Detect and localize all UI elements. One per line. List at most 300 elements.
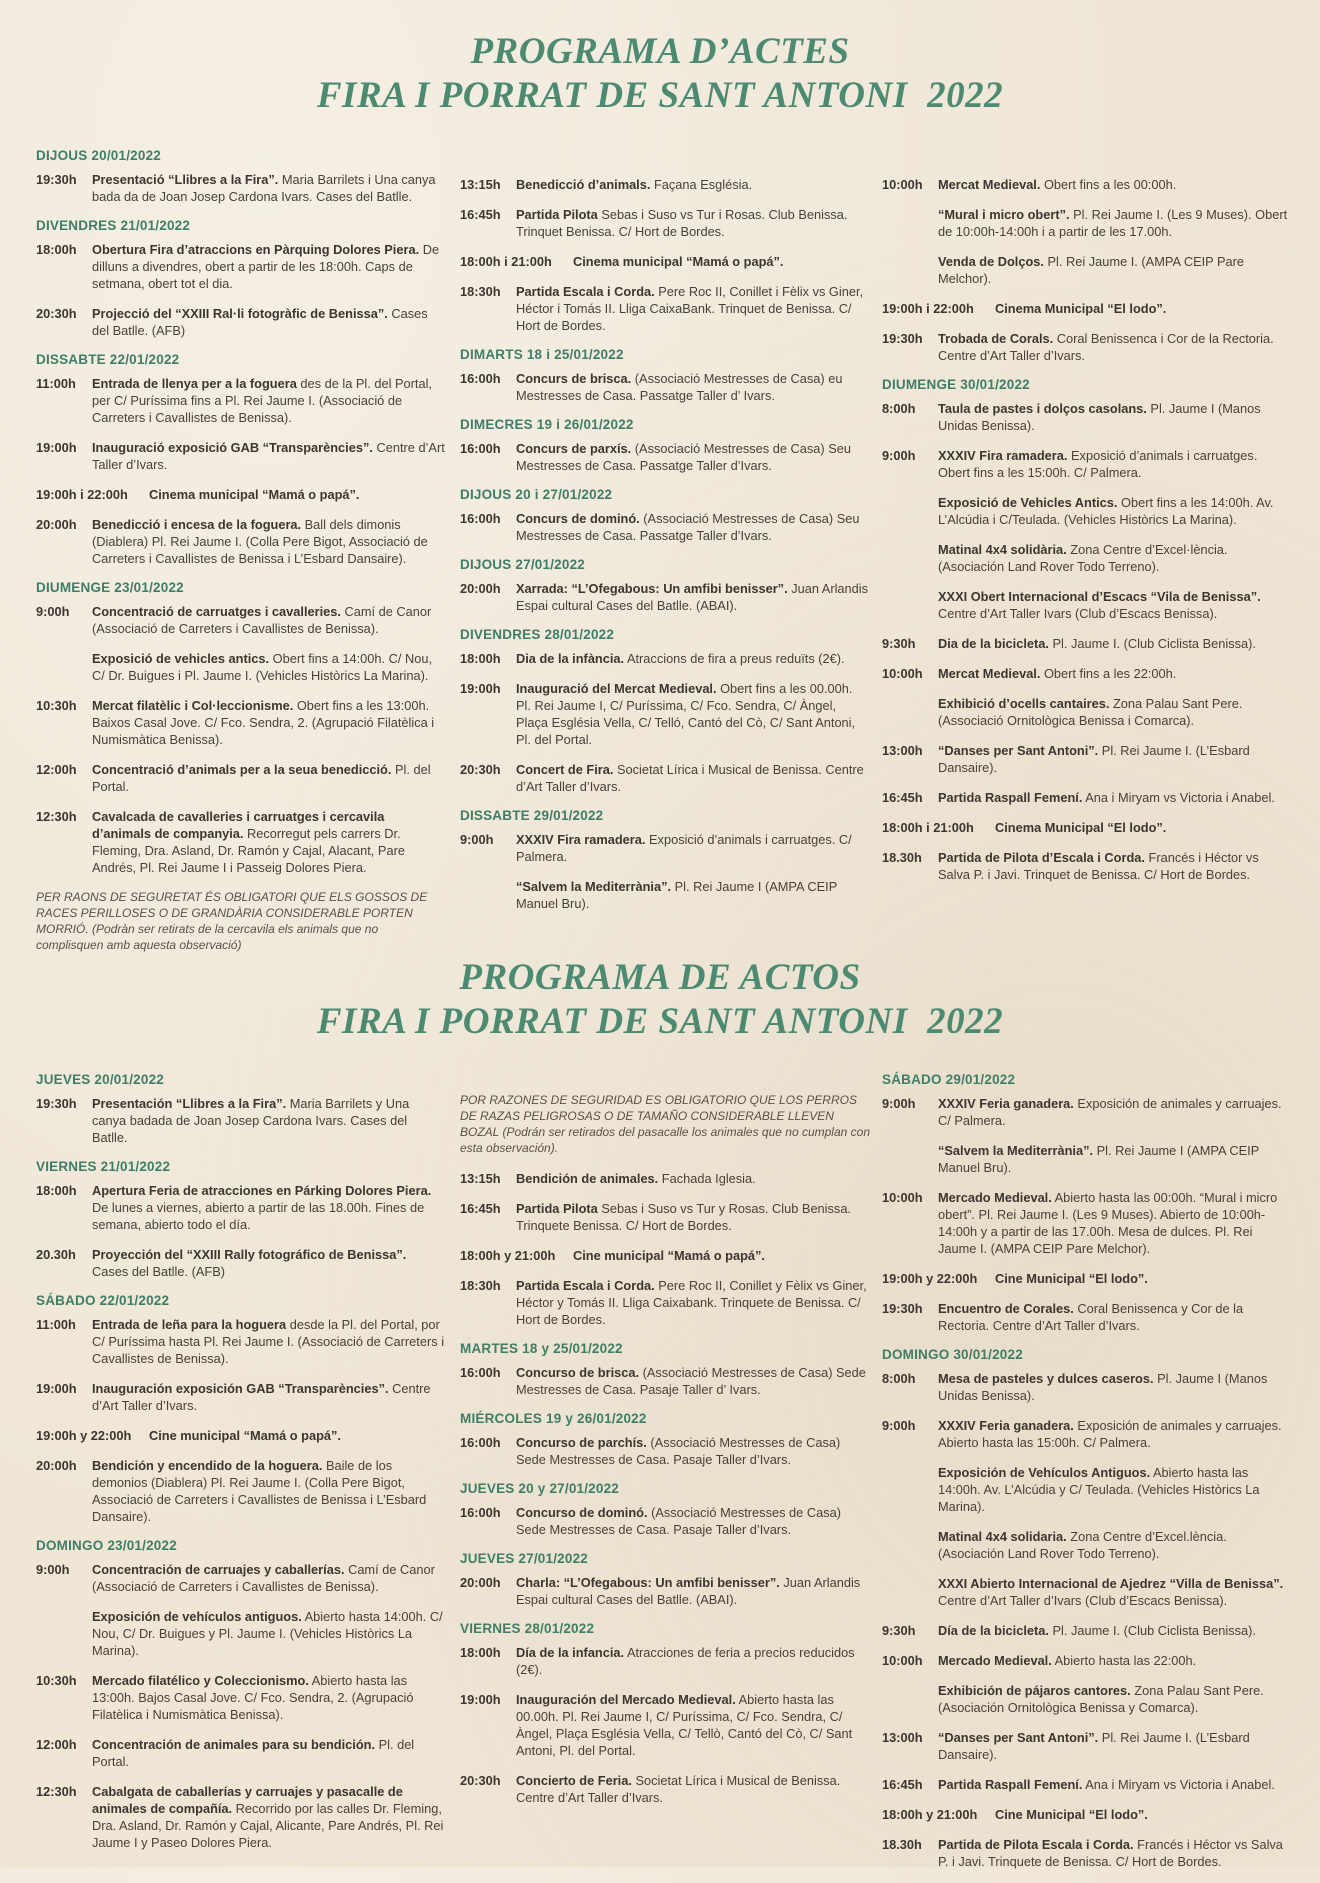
event-description bbox=[938, 742, 1292, 776]
event-item bbox=[882, 819, 1292, 836]
event-time: 18:00h y 21:00h bbox=[882, 1807, 978, 1822]
event-title: XXXIV Feria ganadera. bbox=[938, 1418, 1074, 1433]
event-description bbox=[938, 1652, 1292, 1669]
event-item bbox=[460, 1364, 870, 1398]
day-heading: JUEVES 20/01/2022 bbox=[36, 1072, 164, 1087]
event-time: 19:00h i 22:00h bbox=[36, 487, 128, 502]
event-item bbox=[460, 176, 870, 193]
event-description bbox=[938, 206, 1292, 240]
event-title: Cine Municipal “El lodo”. bbox=[995, 1271, 1148, 1286]
event-time: 16:45h bbox=[882, 790, 923, 805]
event-title: Concentración de carruajes y caballerías. bbox=[92, 1562, 345, 1577]
event-details: Pl. del Portal. bbox=[92, 762, 431, 794]
event-details: Abierto hasta las 14:00h. Av. L’Alcúdia y C/ Teulada. (Vehicles Històrics La Marina). bbox=[938, 1465, 1260, 1514]
event-title: Charla: “L’Ofegabous: Un amfibi benisser”. bbox=[516, 1575, 780, 1590]
event-description bbox=[149, 486, 446, 503]
event-item bbox=[36, 305, 446, 339]
event-title: Matinal 4x4 solidaria. bbox=[938, 1529, 1067, 1544]
event-details: Coral Benissenca y Cor de la Rectoria. Centre d’Art Taller d’Ivars. bbox=[938, 1301, 1244, 1333]
event-description bbox=[92, 808, 446, 876]
event-title: Matinal 4x4 solidària. bbox=[938, 542, 1067, 557]
event-time: 20:30h bbox=[36, 306, 77, 321]
event-title: Partida Raspall Femení. bbox=[938, 1777, 1083, 1792]
event-title: XXXI Abierto Internacional de Ajedrez “Villa de Benissa”. bbox=[938, 1576, 1284, 1591]
event-item bbox=[36, 1457, 446, 1525]
event-description bbox=[516, 1772, 870, 1806]
event-title: Cine municipal “Mamá o papá”. bbox=[149, 1428, 341, 1443]
event-title: Mercat Medieval. bbox=[938, 666, 1041, 681]
event-title: Projecció del “XXIII Ral·li fotogràfic de Benissa”. bbox=[92, 306, 388, 321]
event-description bbox=[995, 819, 1292, 836]
event-time: 18:00h i 21:00h bbox=[882, 820, 974, 835]
event-title: Exhibició d’ocells cantaires. bbox=[938, 696, 1110, 711]
event-description bbox=[516, 206, 870, 240]
event-description bbox=[938, 789, 1292, 806]
event-time: 18:00h y 21:00h bbox=[460, 1248, 556, 1263]
day-heading: DISSABTE 29/01/2022 bbox=[460, 808, 604, 823]
event-details: Pl. Rei Jaume I (AMPA CEIP Manuel Bru). bbox=[516, 879, 838, 911]
event-description bbox=[938, 635, 1292, 652]
event-title: Inauguración del Mercado Medieval. bbox=[516, 1692, 736, 1707]
event-item bbox=[36, 1246, 446, 1280]
event-description bbox=[516, 370, 870, 404]
event-item bbox=[460, 1644, 870, 1678]
event-description bbox=[938, 447, 1292, 481]
event-description bbox=[938, 1575, 1292, 1609]
event-details: Coral Benissenca i Cor de la Rectoria. Centre d’Art Taller d’Ivars. bbox=[938, 331, 1274, 363]
event-time: 18:00h bbox=[36, 242, 77, 257]
event-time: 19:00h bbox=[36, 440, 77, 455]
event-item bbox=[882, 1806, 1292, 1823]
event-time: 18.30h bbox=[882, 850, 922, 865]
event-time: 9:00h bbox=[36, 604, 70, 619]
event-time: 20.30h bbox=[36, 1247, 76, 1262]
event-title: Mercado Medieval. bbox=[938, 1190, 1052, 1205]
day-heading: DIJOUS 27/01/2022 bbox=[460, 557, 585, 572]
event-description bbox=[92, 1182, 446, 1233]
event-item bbox=[36, 486, 446, 503]
day-heading: DIMARTS 18 i 25/01/2022 bbox=[460, 347, 624, 362]
safety-note: PER RAONS DE SEGURETAT ÉS OBLIGATORI QUE ELS GOSSOS DE RACES PERILLOSES O DE GRANDÀRIA CONSIDERABLE PORTEN MORRIÓ. (Podràn ser retirats de la cercavila els animals que no complisquen amb aquesta observació) bbox=[36, 890, 428, 952]
event-time: 18:00h bbox=[460, 651, 501, 666]
event-details: Centre d’Art Taller d’Ivars. bbox=[92, 1381, 431, 1413]
event-time: 16:45h bbox=[460, 207, 501, 222]
event-description bbox=[92, 761, 446, 795]
event-item bbox=[36, 650, 446, 684]
event-description bbox=[92, 1783, 446, 1851]
event-time: 12:30h bbox=[36, 1784, 77, 1799]
event-title: Inauguració del Mercat Medieval. bbox=[516, 681, 717, 696]
event-time bbox=[36, 1608, 92, 1659]
day-heading: DIJOUS 20/01/2022 bbox=[36, 148, 161, 163]
event-title: XXXIV Fira ramadera. bbox=[938, 448, 1068, 463]
event-details: Abierto hasta las 22:00h. bbox=[1051, 1653, 1197, 1668]
safety-note: POR RAZONES DE SEGURIDAD ES OBLIGATORIO QUE LOS PERROS DE RAZAS PELIGROSAS O DE TAMAÑO CONSIDERABLE LLEVEN BOZAL (Podrán ser retirados del pasacalle los animales que no cumplan con esta observación). bbox=[460, 1093, 871, 1155]
event-title: “Salvem la Mediterrània”. bbox=[938, 1143, 1094, 1158]
event-details: Camí de Canor (Associació de Carreters i Cavallistes de Benissa). bbox=[92, 604, 432, 636]
event-item bbox=[36, 697, 446, 748]
event-title: “Danses per Sant Antoni”. bbox=[938, 743, 1099, 758]
event-title: XXXIV Feria ganadera. bbox=[938, 1096, 1074, 1111]
event-description bbox=[92, 241, 446, 292]
event-description bbox=[938, 1836, 1292, 1870]
event-item bbox=[36, 241, 446, 292]
event-description bbox=[92, 650, 446, 684]
event-description bbox=[516, 1364, 870, 1398]
spanish-title-line2: FIRA I PORRAT DE SANT ANTONI 2022 bbox=[316, 1001, 1004, 1042]
event-time: 10:30h bbox=[36, 1673, 77, 1688]
event-time bbox=[882, 1682, 938, 1716]
event-description bbox=[938, 665, 1292, 682]
event-time: 20:00h bbox=[460, 1575, 501, 1590]
event-title: Cinema municipal “Mamá o papá”. bbox=[573, 254, 784, 269]
event-description bbox=[938, 849, 1292, 883]
event-item bbox=[882, 300, 1292, 317]
event-details: Sebas i Suso vs Tur i Rosas. Club Benissa. Trinquet Benissa. C/ Hort de Bordes. bbox=[516, 207, 848, 239]
event-details: Obert fins a les 14:00h. Av. L’Alcúdia i C/Teulada. (Vehicles Històrics La Marina). bbox=[938, 495, 1274, 527]
event-description bbox=[516, 1644, 870, 1678]
event-description bbox=[516, 1200, 870, 1234]
day-heading: DIMECRES 19 i 26/01/2022 bbox=[460, 417, 634, 432]
event-details: Societat Lírica i Musical de Benissa. Centre d’Art Taller d’Ivars. bbox=[516, 1773, 841, 1805]
event-title: Encuentro de Corales. bbox=[938, 1301, 1074, 1316]
day-heading: DIVENDRES 21/01/2022 bbox=[36, 218, 191, 233]
event-time: 9:00h bbox=[882, 1418, 916, 1433]
event-time bbox=[882, 695, 938, 729]
event-item bbox=[882, 588, 1292, 622]
event-description bbox=[938, 176, 1292, 193]
event-time: 18:30h bbox=[460, 1278, 501, 1293]
event-description bbox=[938, 1729, 1292, 1763]
event-description bbox=[92, 1736, 446, 1770]
event-title: Mercat filatèlic i Col·leccionisme. bbox=[92, 698, 294, 713]
event-item bbox=[882, 1270, 1292, 1287]
event-title: Concentració d’animals per a la seua benedicció. bbox=[92, 762, 392, 777]
event-title: Benedicció d’animals. bbox=[516, 177, 651, 192]
catalan-column-1 bbox=[36, 148, 446, 967]
event-time: 20:00h bbox=[460, 581, 501, 596]
event-time: 20:00h bbox=[36, 517, 77, 532]
event-details: Pl. Jaume I. (Club Ciclista Benissa). bbox=[1048, 1623, 1256, 1638]
event-item bbox=[36, 516, 446, 567]
day-heading: VIERNES 28/01/2022 bbox=[460, 1621, 595, 1636]
event-item bbox=[36, 761, 446, 795]
event-details: Ana i Miryam vs Victoria i Anabel. bbox=[1082, 790, 1275, 805]
event-item bbox=[460, 1247, 870, 1264]
event-title: Exposición de Vehículos Antiguos. bbox=[938, 1465, 1151, 1480]
event-description bbox=[92, 1457, 446, 1525]
event-title: Cinema Municipal “El lodo”. bbox=[995, 301, 1167, 316]
event-title: Partida Escala i Corda. bbox=[516, 1278, 655, 1293]
event-item bbox=[460, 1170, 870, 1187]
day-heading: DIJOUS 20 i 27/01/2022 bbox=[460, 487, 613, 502]
event-time bbox=[36, 650, 92, 684]
event-title: Mercado filatélico y Coleccionismo. bbox=[92, 1673, 309, 1688]
event-title: Presentación “Llibres a la Fira”. bbox=[92, 1096, 287, 1111]
event-time: 13:00h bbox=[882, 743, 923, 758]
event-title: Cabalgata de caballerías y carruajes y pasacalle de animales de compañía. bbox=[92, 1784, 403, 1816]
event-time: 9:30h bbox=[882, 636, 916, 651]
event-title: Partida Pilota bbox=[516, 207, 598, 222]
event-item bbox=[36, 808, 446, 876]
event-details: Pl. Jaume I. (Club Ciclista Benissa). bbox=[1048, 636, 1256, 651]
event-item bbox=[460, 1691, 870, 1759]
day-heading: DOMINGO 23/01/2022 bbox=[36, 1538, 177, 1553]
event-item bbox=[460, 580, 870, 614]
event-title: Taula de pastes i dolços casolans. bbox=[938, 401, 1147, 416]
event-item bbox=[36, 439, 446, 473]
event-title: Partida de Pilota Escala i Corda. bbox=[938, 1837, 1134, 1852]
event-title: Venda de Dolços. bbox=[938, 254, 1044, 269]
event-item bbox=[460, 370, 870, 404]
catalan-column-2 bbox=[460, 176, 870, 925]
event-description bbox=[516, 580, 870, 614]
event-title: Dia de la bicicleta. bbox=[938, 636, 1049, 651]
event-title: Mesa de pasteles y dulces caseros. bbox=[938, 1371, 1154, 1386]
event-time: 18:00h bbox=[36, 1183, 77, 1198]
event-time: 16:45h bbox=[882, 1777, 923, 1792]
event-description bbox=[92, 603, 446, 637]
event-title: Bendición de animales. bbox=[516, 1171, 659, 1186]
catalan-title bbox=[0, 30, 1320, 118]
spanish-column-2 bbox=[460, 1090, 870, 1819]
event-time: 19:30h bbox=[36, 1096, 77, 1111]
event-item bbox=[882, 206, 1292, 240]
event-details: Francés i Héctor vs Salva P. i Javi. Trinquet de Benissa. C/ Hort de Bordes. bbox=[938, 850, 1259, 882]
event-details: Obert fins a les 00:00h. bbox=[1040, 177, 1177, 192]
event-item bbox=[882, 1370, 1292, 1404]
event-description bbox=[938, 494, 1292, 528]
event-time: 12:00h bbox=[36, 1737, 77, 1752]
event-description bbox=[516, 440, 870, 474]
event-description bbox=[92, 171, 446, 205]
event-description bbox=[938, 253, 1292, 287]
event-time: 18:00h bbox=[460, 1645, 501, 1660]
event-description bbox=[92, 1095, 446, 1146]
event-item bbox=[882, 1528, 1292, 1562]
event-description bbox=[938, 1142, 1292, 1176]
event-time: 9:00h bbox=[882, 448, 916, 463]
event-details: Recorregut pels carrers Dr. Fleming, Dra. Asland, Dr. Ramón y Cajal, Alacant, Pare Andrés, Pl. Rei Jaume I i Passeig Dolores Piera. bbox=[92, 826, 405, 875]
event-item bbox=[36, 1561, 446, 1595]
event-description bbox=[92, 1380, 446, 1414]
event-title: Proyección del “XXIII Rally fotográfico de Benissa”. bbox=[92, 1247, 407, 1262]
event-time bbox=[882, 588, 938, 622]
day-heading: DIUMENGE 30/01/2022 bbox=[882, 377, 1030, 392]
event-time bbox=[882, 1142, 938, 1176]
event-title: Obertura Fira d’atraccions en Pàrquing Dolores Piera. bbox=[92, 242, 420, 257]
event-details: Ana i Miryam vs Victoria i Anabel. bbox=[1082, 1777, 1275, 1792]
event-item bbox=[36, 1608, 446, 1659]
event-description bbox=[92, 1561, 446, 1595]
event-time: 8:00h bbox=[882, 1371, 916, 1386]
event-title: Dia de la infància. bbox=[516, 651, 625, 666]
event-details: Exposició d’animals i carruatges. C/ Palmera. bbox=[516, 832, 852, 864]
event-description bbox=[938, 588, 1292, 622]
event-item bbox=[882, 1300, 1292, 1334]
event-details: Francés i Héctor vs Salva P. i Javi. Trinquete de Benissa. C/ Hort de Bordes. bbox=[938, 1837, 1283, 1869]
event-title: XXXI Obert Internacional d’Escacs “Vila de Benissa”. bbox=[938, 589, 1261, 604]
day-heading: DOMINGO 30/01/2022 bbox=[882, 1347, 1023, 1362]
event-item bbox=[882, 1836, 1292, 1870]
event-time: 11:00h bbox=[36, 1317, 76, 1332]
event-title: Xarrada: “L’Ofegabous: Un amfibi benisser”. bbox=[516, 581, 788, 596]
event-title: Exposición de vehículos antiguos. bbox=[92, 1609, 302, 1624]
event-details: Pl. Rei Jaume I. (AMPA CEIP Pare Melchor). bbox=[938, 254, 1245, 286]
event-description bbox=[573, 1247, 870, 1264]
event-description bbox=[516, 176, 870, 193]
event-title: Cavalcada de cavalleries i carruatges i cercavila d’animals de companyia. bbox=[92, 809, 385, 841]
event-description bbox=[938, 1370, 1292, 1404]
event-item bbox=[882, 1575, 1292, 1609]
event-item bbox=[882, 1622, 1292, 1639]
event-item bbox=[882, 400, 1292, 434]
spanish-title-line1: PROGRAMA DE ACTOS bbox=[459, 957, 861, 998]
event-details: desde la Pl. del Portal, por C/ Puríssima hasta Pl. Rei Jaume I. (Associació de Carreters i Cavallistes de Benissa). bbox=[92, 1317, 445, 1366]
event-title: Concentració de carruatges i cavalleries. bbox=[92, 604, 341, 619]
event-time: 16:00h bbox=[460, 371, 501, 386]
event-details: Façana Església. bbox=[650, 177, 753, 192]
event-description bbox=[938, 1528, 1292, 1562]
event-item bbox=[882, 742, 1292, 776]
day-heading: VIERNES 21/01/2022 bbox=[36, 1159, 171, 1174]
event-details: Exposició d’animals i carruatges. Obert fins a les 15:00h. C/ Palmera. bbox=[938, 448, 1258, 480]
event-time: 10:00h bbox=[882, 1653, 923, 1668]
event-item bbox=[882, 1417, 1292, 1451]
event-description bbox=[516, 1691, 870, 1759]
day-heading: SÁBADO 29/01/2022 bbox=[882, 1072, 1016, 1087]
event-description bbox=[938, 1417, 1292, 1451]
event-item bbox=[460, 253, 870, 270]
event-title: Entrada de llenya per a la foguera bbox=[92, 376, 297, 391]
event-item bbox=[882, 1464, 1292, 1515]
event-time bbox=[882, 253, 938, 287]
event-time: 18.30h bbox=[882, 1837, 922, 1852]
event-time: 19:00h bbox=[36, 1381, 77, 1396]
event-title: Concert de Fira. bbox=[516, 762, 614, 777]
event-details: Maria Barrilets y Una canya badada de Joan Josep Cardona Ivars. Cases del Batlle. bbox=[92, 1096, 410, 1145]
event-time: 16:00h bbox=[460, 441, 501, 456]
event-description bbox=[938, 1189, 1292, 1257]
event-item bbox=[882, 1682, 1292, 1716]
event-item bbox=[882, 635, 1292, 652]
event-item bbox=[882, 1189, 1292, 1257]
event-details: (Associació Mestresses de Casa) Seu Mestresses de Casa. Passatge Taller d’Ivars. bbox=[516, 441, 851, 473]
event-time: 8:00h bbox=[882, 401, 916, 416]
event-item bbox=[882, 695, 1292, 729]
event-details: Obert fins a les 13:00h. Baixos Casal Jove. C/ Fco. Sendra, 2. (Agrupació Filatèlica i Numismàtica Benissa). bbox=[92, 698, 435, 747]
event-item bbox=[882, 789, 1292, 806]
event-title: Concurso de dominó. bbox=[516, 1505, 648, 1520]
event-item bbox=[36, 171, 446, 205]
catalan-column-3 bbox=[882, 176, 1292, 896]
event-details: Baile de los demonios (Diablera) Pl. Rei Jaume I. (Colla Pere Bigot, Associació de Carreters i Cavallistes de Benissa i L’Esbard Dansaire). bbox=[92, 1458, 427, 1524]
event-time: 20:30h bbox=[460, 762, 501, 777]
event-time: 12:00h bbox=[36, 762, 77, 777]
event-item bbox=[460, 510, 870, 544]
event-description bbox=[516, 1504, 870, 1538]
event-description bbox=[938, 1682, 1292, 1716]
event-details: Abierto hasta las 13:00h. Bajos Casal Jove. C/ Fco. Sendra, 2. (Agrupació Filatèlica i Numismàtica Benissa). bbox=[92, 1673, 414, 1722]
event-title: Concurs de parxís. bbox=[516, 441, 632, 456]
event-details: Fachada Iglesia. bbox=[658, 1171, 756, 1186]
event-description bbox=[92, 1246, 446, 1280]
event-details: Camí de Canor (Associació de Carreters i Cavallistes de Benissa). bbox=[92, 1562, 435, 1594]
event-description bbox=[516, 1277, 870, 1328]
event-item bbox=[882, 1095, 1292, 1129]
event-title: Concierto de Feria. bbox=[516, 1773, 632, 1788]
event-time: 19:00h i 22:00h bbox=[882, 301, 974, 316]
event-time: 9:30h bbox=[882, 1623, 916, 1638]
event-item bbox=[882, 1652, 1292, 1669]
event-title: Inauguración exposición GAB “Transparències”. bbox=[92, 1381, 389, 1396]
event-item bbox=[882, 1776, 1292, 1793]
event-item bbox=[882, 330, 1292, 364]
event-title: Mercado Medieval. bbox=[938, 1653, 1052, 1668]
event-title: Cinema Municipal “El lodo”. bbox=[995, 820, 1167, 835]
event-time: 19:00h bbox=[460, 1692, 501, 1707]
event-item bbox=[36, 1783, 446, 1851]
event-time: 20:30h bbox=[460, 1773, 501, 1788]
event-time: 12:30h bbox=[36, 809, 77, 824]
event-description bbox=[516, 283, 870, 334]
event-title: Día de la bicicleta. bbox=[938, 1623, 1049, 1638]
event-details: Ball dels dimonis (Diablera) Pl. Rei Jaume I. (Colla Pere Bigot, Associació de Carreters i Cavallistes de Benissa i L’Esbard Dansaire). bbox=[92, 517, 428, 566]
event-description bbox=[516, 878, 870, 912]
event-time: 10:00h bbox=[882, 666, 923, 681]
day-heading: JUEVES 20 y 27/01/2022 bbox=[460, 1481, 620, 1496]
event-title: “Salvem la Mediterrània”. bbox=[516, 879, 672, 894]
event-time bbox=[882, 1575, 938, 1609]
event-description bbox=[938, 1776, 1292, 1793]
event-description bbox=[516, 1170, 870, 1187]
event-details: Maria Barrilets i Una canya bada da de Joan Josep Cardona Ivars. Cases del Batlle. bbox=[92, 172, 436, 204]
event-description bbox=[516, 510, 870, 544]
event-details: Abierto hasta las 00.00h. Pl. Rei Jaume I, C/ Puríssima, C/ Fco. Sendra, C/ Àngel, Plaça Església Vella, C/ Tellò, Cantó del Cò, C/ Sant Antoni, Pl. del Portal. bbox=[516, 1692, 853, 1758]
event-title: XXXIV Fira ramadera. bbox=[516, 832, 646, 847]
event-title: Trobada de Corals. bbox=[938, 331, 1054, 346]
event-details: Recorrido por las calles Dr. Fleming, Dra. Asland, Dr. Ramón y Cajal, Alicante, Pare Andrés, Pl. Rei Jaume I y Paseo Dolores Piera. bbox=[92, 1801, 444, 1850]
event-details: Obert fins a 14:00h. C/ Nou, C/ Dr. Buigues i Pl. Jaume I. (Vehicles Històrics La Marina). bbox=[92, 651, 433, 683]
event-item bbox=[460, 650, 870, 667]
event-time: 19:30h bbox=[36, 172, 77, 187]
event-description bbox=[938, 1300, 1292, 1334]
event-item bbox=[460, 206, 870, 240]
event-time: 18:00h i 21:00h bbox=[460, 254, 552, 269]
event-description bbox=[92, 305, 446, 339]
event-time: 9:00h bbox=[460, 832, 494, 847]
event-title: Mercat Medieval. bbox=[938, 177, 1041, 192]
event-title: Concurs de dominó. bbox=[516, 511, 640, 526]
event-title: Presentació “Llibres a la Fira”. bbox=[92, 172, 279, 187]
event-time: 10:00h bbox=[882, 1190, 923, 1205]
event-details: Zona Palau Sant Pere. (Associació Ornitològica Benissa i Comarca). bbox=[938, 696, 1243, 728]
event-item bbox=[882, 447, 1292, 481]
event-item bbox=[460, 1434, 870, 1468]
event-item bbox=[882, 253, 1292, 287]
event-details: (Associació Mestresses de Casa) eu Mestresses de Casa. Passatge Taller d’ Ivars. bbox=[516, 371, 843, 403]
event-item bbox=[36, 1672, 446, 1723]
event-time: 18:30h bbox=[460, 284, 501, 299]
event-details: (Associació Mestresses de Casa) Sede Mestresses de Casa. Pasaje Taller d’Ivars. bbox=[516, 1505, 841, 1537]
event-title: Partida Escala i Corda. bbox=[516, 284, 655, 299]
event-title: Cine municipal “Mamá o papá”. bbox=[573, 1248, 765, 1263]
event-details: De dilluns a divendres, obert a partir de les 18:00h. Caps de setmana, obert tot el dia. bbox=[92, 242, 440, 291]
event-title: Exposició de vehicles antics. bbox=[92, 651, 270, 666]
event-title: Concentración de animales para su bendición. bbox=[92, 1737, 376, 1752]
event-time: 13:00h bbox=[882, 1730, 923, 1745]
event-item bbox=[882, 494, 1292, 528]
